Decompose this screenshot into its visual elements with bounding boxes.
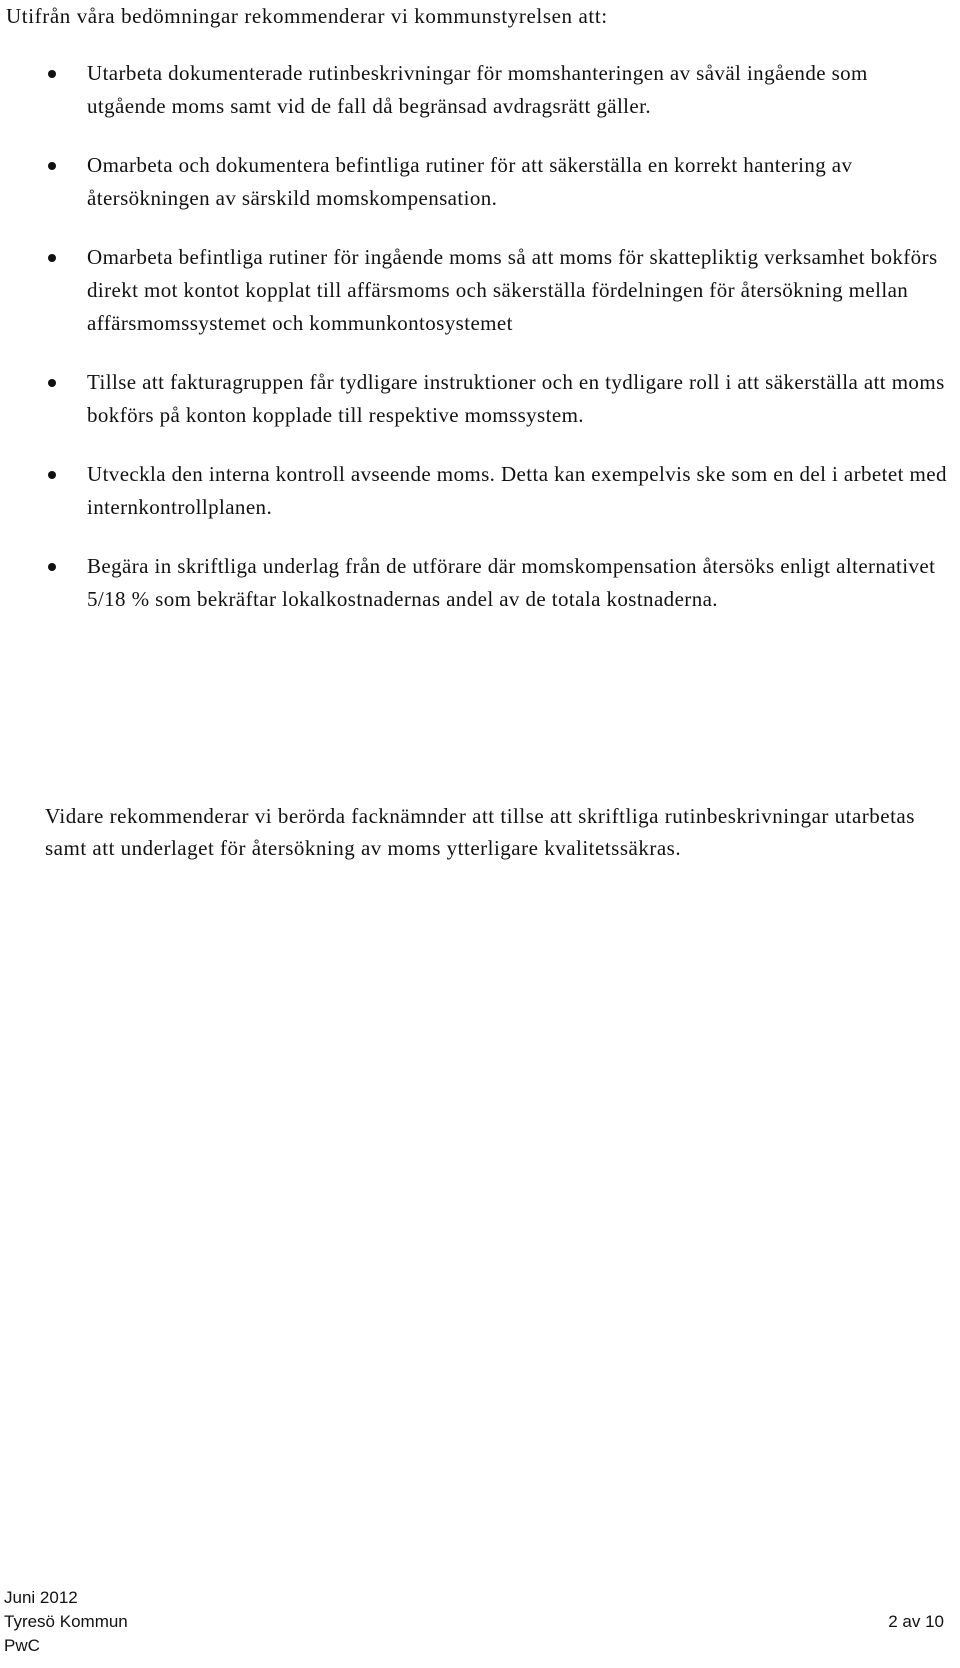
bullet-icon <box>48 563 56 571</box>
closing-paragraph: Vidare rekommenderar vi berörda facknämnder att tillse att skriftliga rutinbeskrivningar utarbetas samt att underlaget för återsökning av moms ytterligare kvalitetssäkras. <box>45 804 915 860</box>
list-item-text: Omarbeta befintliga rutiner för ingående moms så att moms för skattepliktig verksamhet bokförs direkt mot kontot kopplat till affärsmoms och säkerställa fördelningen för återsökning mellan affärsmomssystemet och kommunkontosystemet <box>87 245 938 335</box>
footer-author-row <box>4 1634 944 1658</box>
page-footer <box>4 1586 944 1658</box>
list-item-text: Utarbeta dokumenterade rutinbeskrivningar för momshanteringen av såväl ingående som utgående moms samt vid de fall då begränsad avdragsrätt gäller. <box>87 61 868 118</box>
bullet-icon <box>48 254 56 262</box>
list-item <box>0 241 960 340</box>
bullet-icon <box>48 471 56 479</box>
list-item <box>0 366 960 432</box>
footer-organization: Tyresö Kommun <box>4 1612 128 1631</box>
footer-organization-row <box>4 1610 944 1634</box>
list-item-text: Omarbeta och dokumentera befintliga rutiner för att säkerställa en korrekt hantering av återsökningen av särskild momskompensation. <box>87 153 853 210</box>
recommendation-list <box>0 57 960 642</box>
list-item-text: Tillse att fakturagruppen får tydligare instruktioner och en tydligare roll i att säkerställa att moms bokförs på konton kopplade till respektive momssystem. <box>87 370 945 427</box>
footer-date: Juni 2012 <box>4 1588 78 1607</box>
page-number: 2 av 10 <box>888 1612 944 1631</box>
bullet-icon <box>48 162 56 170</box>
footer-date-row <box>4 1586 944 1610</box>
bullet-icon <box>48 379 56 387</box>
list-item <box>0 57 960 123</box>
intro-paragraph: Utifrån våra bedömningar rekommenderar vi kommunstyrelsen att: <box>6 4 608 28</box>
footer-author: PwC <box>4 1636 40 1655</box>
list-item <box>0 149 960 215</box>
list-item <box>0 458 960 524</box>
bullet-icon <box>48 70 56 78</box>
list-item-text: Utveckla den interna kontroll avseende moms. Detta kan exempelvis ske som en del i arbetet med internkontrollplanen. <box>87 462 947 519</box>
list-item-text: Begära in skriftliga underlag från de utförare där momskompensation återsöks enligt alternativet 5/18 % som bekräftar lokalkostnadernas andel av de totala kostnaderna. <box>87 554 936 611</box>
list-item <box>0 550 960 616</box>
